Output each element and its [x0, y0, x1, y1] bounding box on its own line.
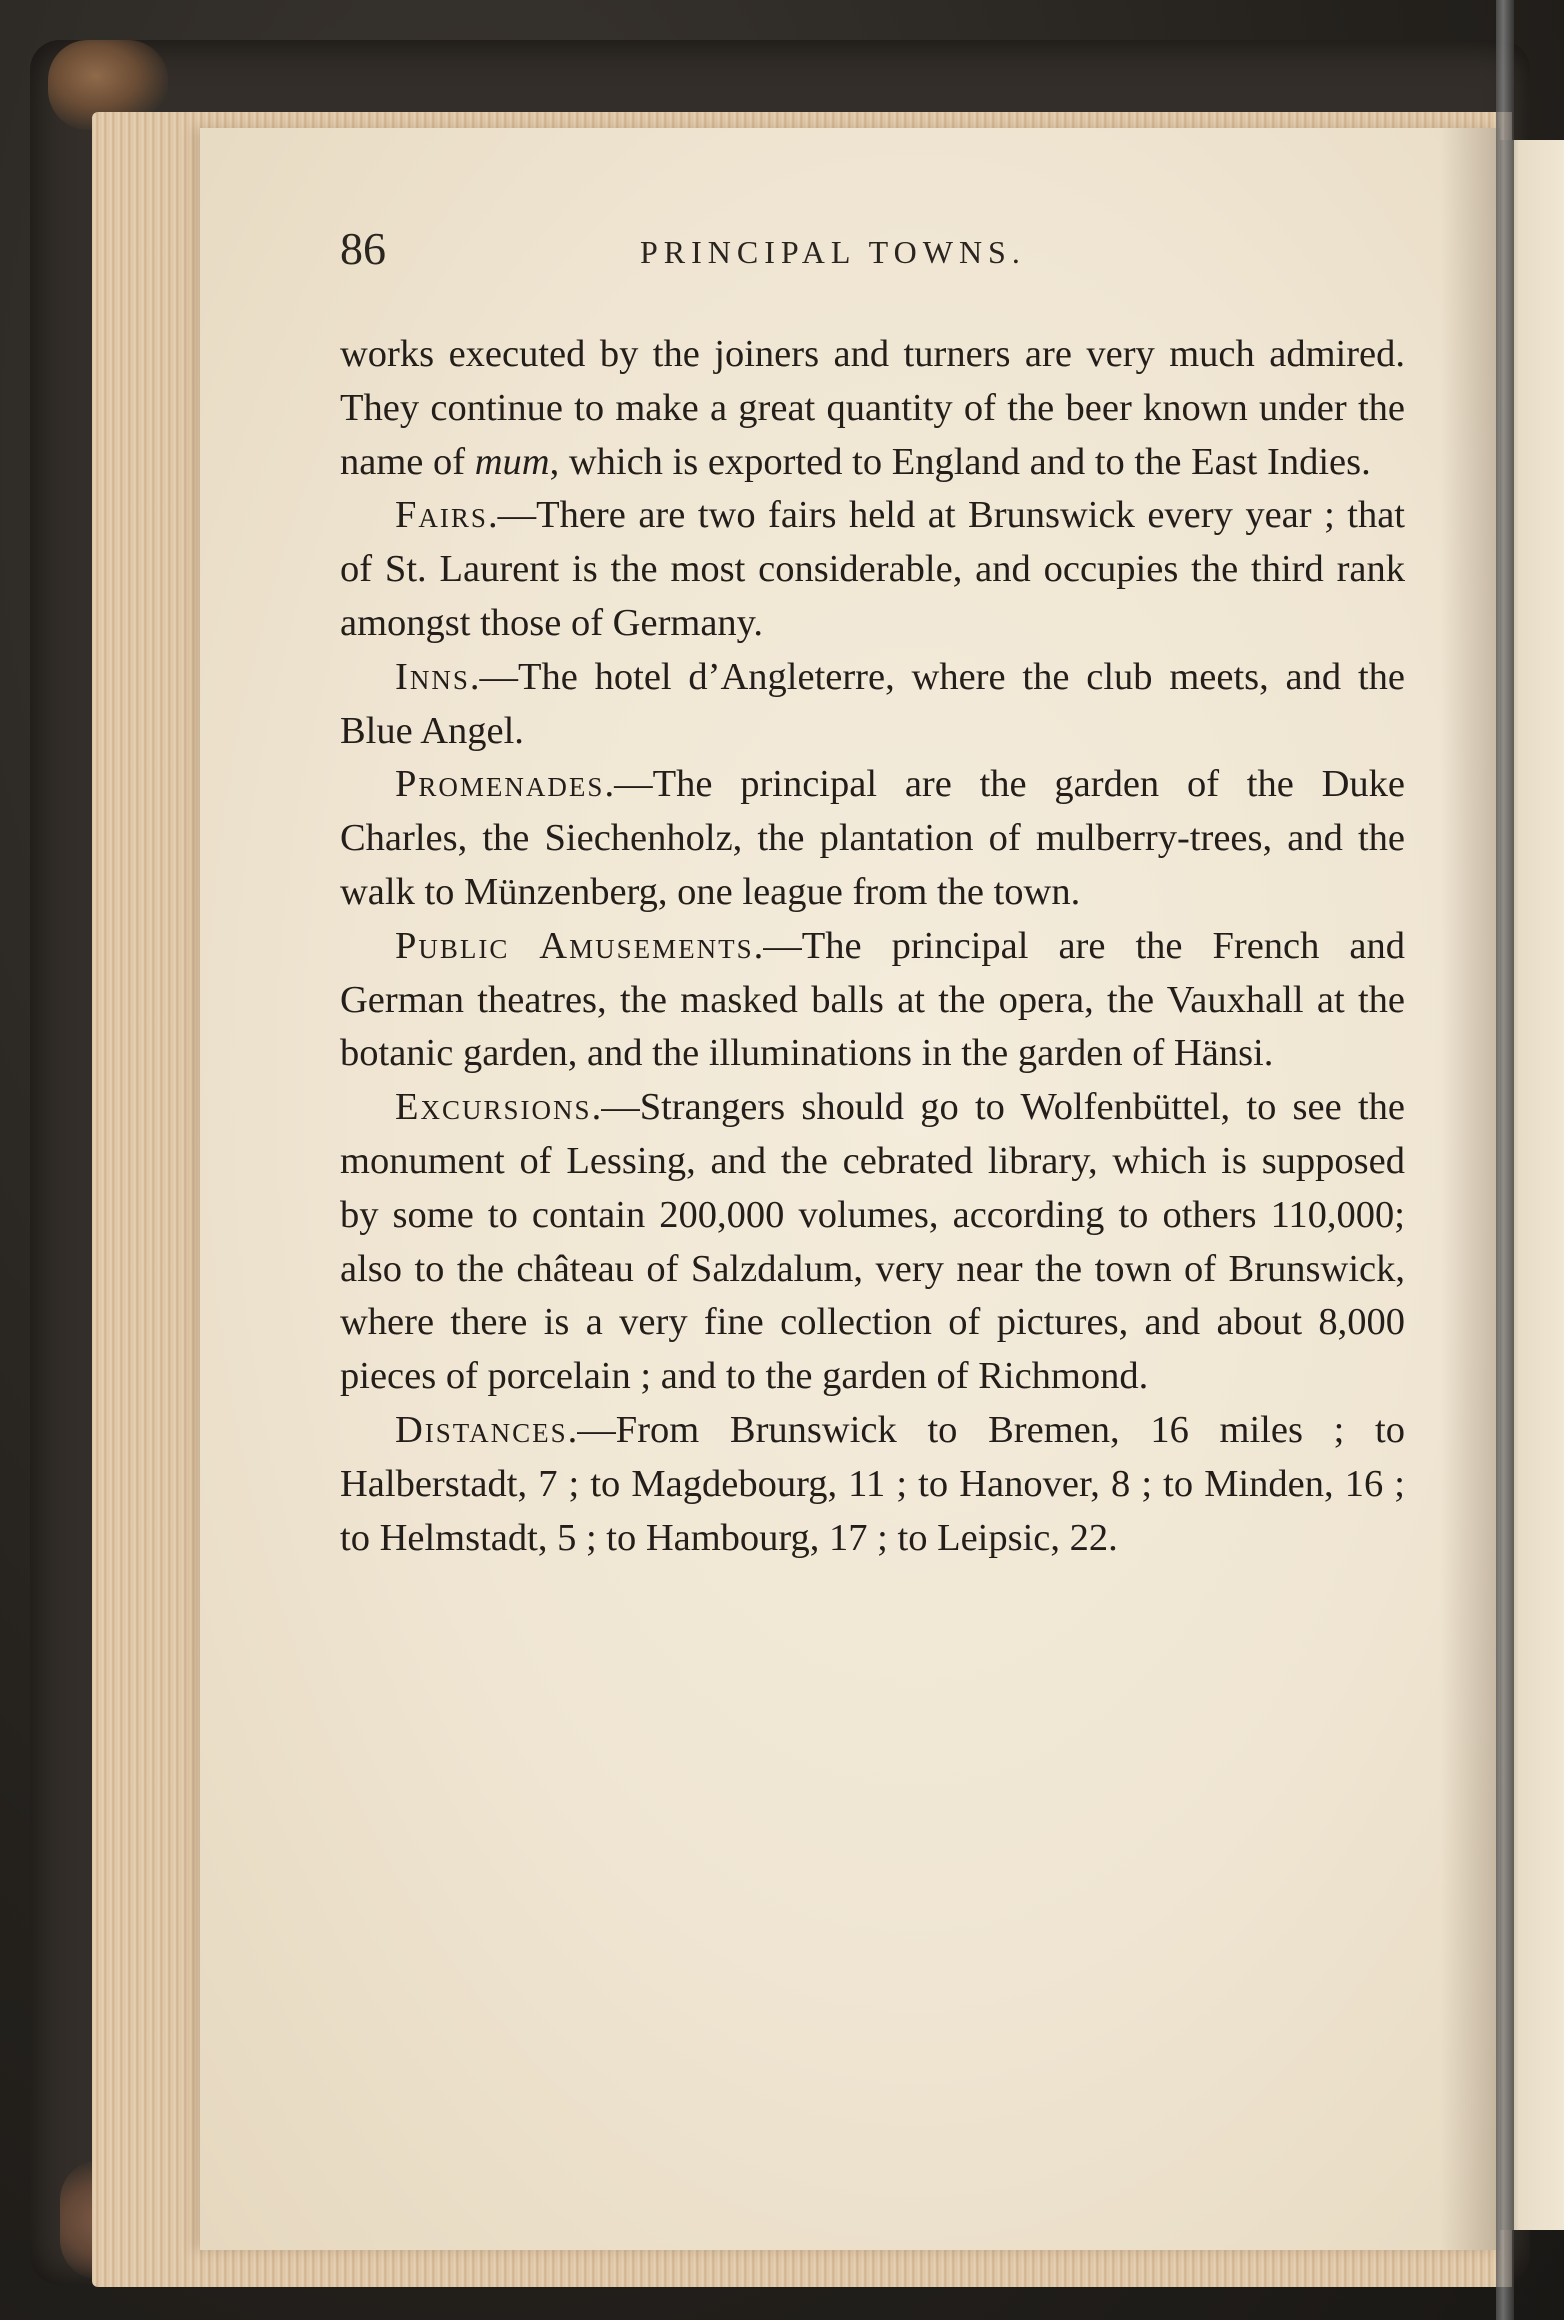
paragraph-text: .—The hotel d’Angleterre, where the club meets, and the Blue Angel.	[340, 655, 1405, 752]
page-number: 86	[340, 223, 386, 274]
scanner-clip	[1496, 0, 1514, 2320]
paragraph-text: .—Strangers should go to Wolfenbüttel, to see the monument of Lessing, and the cebrated library, which is supposed by some to contain 200,000 volumes, according to others 110,000; also to the château of Salzdalum, very near the town of Brunswick, where there is a very fine collection of pictures, and about 8,000 pieces of porcelain ; and to the garden of Richmond.	[340, 1086, 1405, 1398]
section-lead: Distances	[395, 1408, 568, 1451]
section-lead: Inns	[395, 655, 470, 698]
paragraph-public-amusements	[340, 920, 1405, 1081]
page-body	[340, 328, 1405, 1565]
paragraph-excursions	[340, 1081, 1405, 1404]
paragraph-promenades	[340, 758, 1405, 919]
section-lead: Excursions	[395, 1086, 592, 1129]
paragraph-text: .—From Brunswick to Bremen, 16 miles ; to Halberstadt, 7 ; to Magdebourg, 11 ; to Hanover, 8 ; to Minden, 16 ; to Helmstadt, 5 ; to Hambourg, 17 ; to Leipsic, 22.	[340, 1408, 1405, 1559]
paragraph-text: .—The principal are the French and German theatres, the masked balls at the opera, the Vauxhall at the botanic garden, and the illuminations in the garden of Hänsi.	[340, 924, 1405, 1075]
running-head: PRINCIPAL TOWNS.	[640, 234, 1026, 270]
paragraph-distances	[340, 1404, 1405, 1565]
paragraph-text: , which is exported to England and to the East Indies.	[549, 440, 1371, 483]
paragraph-intro	[340, 328, 1405, 489]
page-header	[340, 222, 1420, 282]
emphasis-term: mum	[474, 440, 550, 483]
paragraph-text: works executed by the joiners and turners are very much admired. They continue to make a great quantity of the beer known under the name of	[340, 333, 1405, 483]
paragraph-text: .—The principal are the garden of the Duke Charles, the Siechenholz, the plantation of mulberry-trees, and the walk to Münzenberg, one league from the town.	[340, 763, 1405, 913]
section-lead: Promenades	[395, 763, 605, 806]
paragraph-fairs	[340, 489, 1405, 650]
section-lead: Public Amusements	[395, 924, 754, 967]
section-lead: Fairs	[395, 494, 488, 537]
paragraph-inns	[340, 651, 1405, 759]
gutter-shadow	[1440, 128, 1500, 2250]
paragraph-text: .—There are two fairs held at Brunswick every year ; that of St. Laurent is the most considerable, and occupies the third rank amongst those of Germany.	[340, 494, 1405, 644]
